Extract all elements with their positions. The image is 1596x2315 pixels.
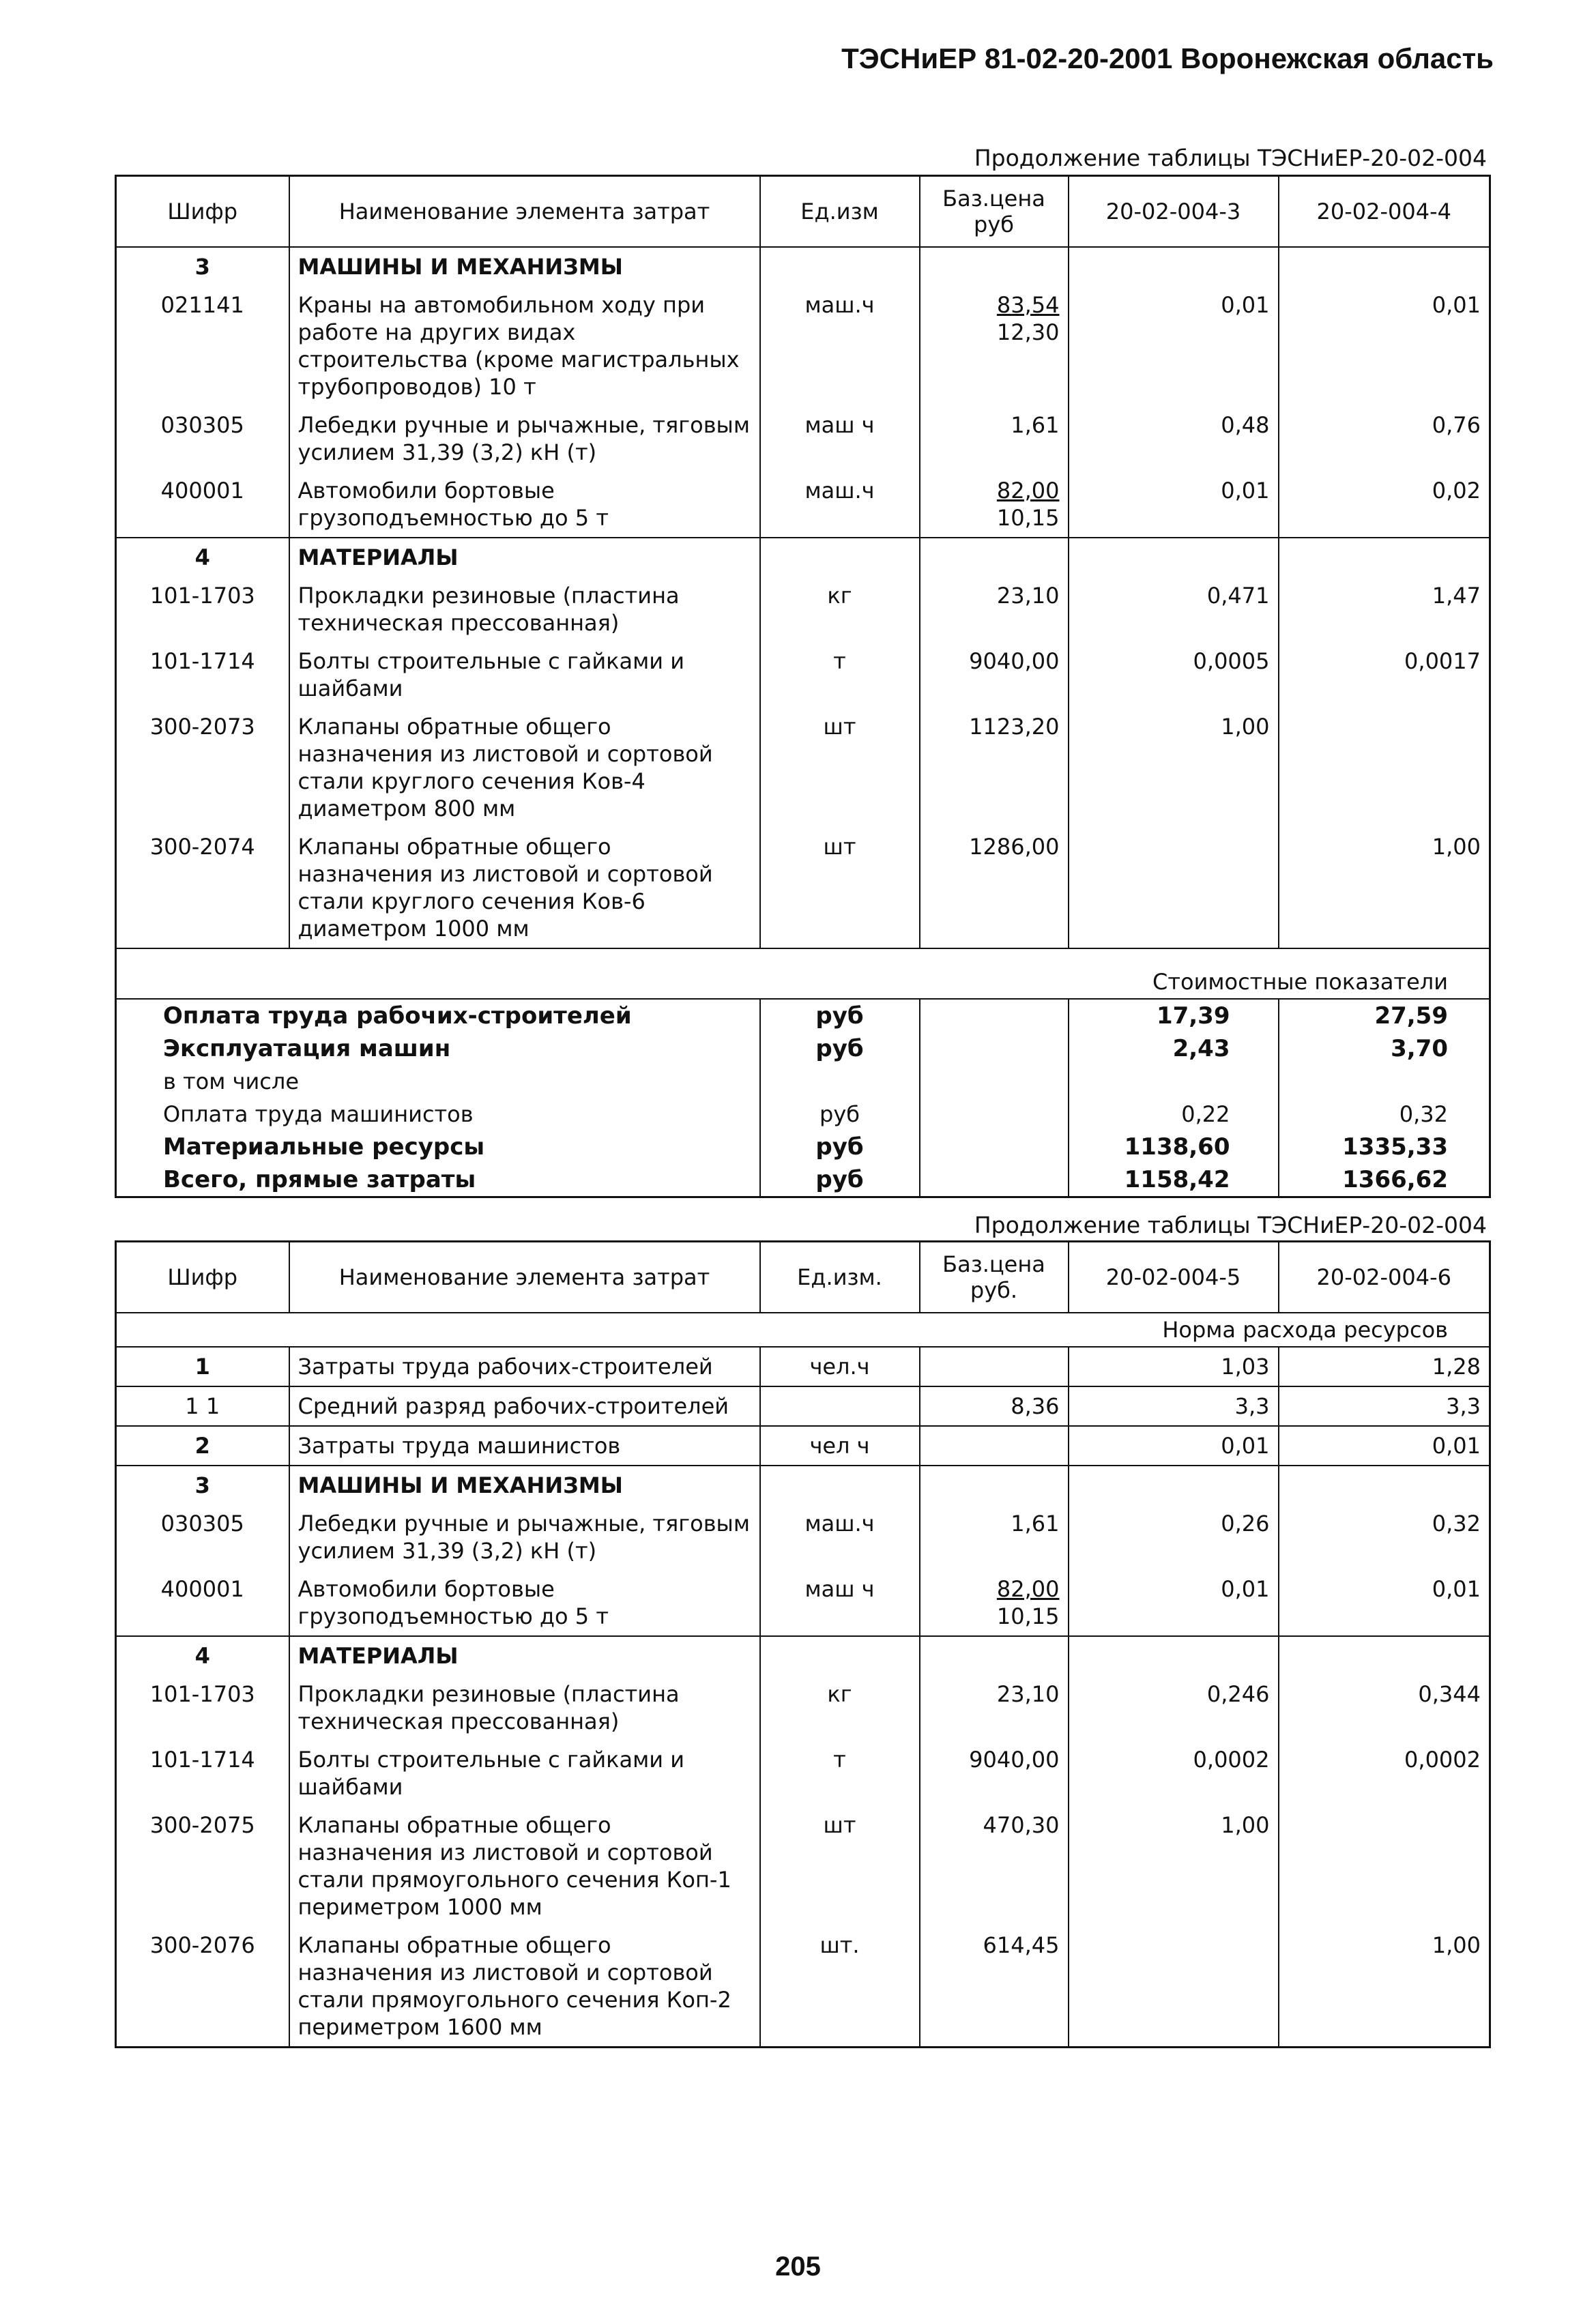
empty-cell	[1279, 538, 1490, 577]
norm-value-cell: 0,0002	[1069, 1741, 1279, 1806]
norm-value-cell: 1,00	[1432, 1932, 1481, 1958]
summary-label: Оплата труда машинистов	[116, 1098, 760, 1131]
resource-table-2	[115, 1240, 1491, 2048]
table1-caption: Продолжение таблицы ТЭСНиЕР-20-02-004	[974, 145, 1487, 171]
summary-row	[116, 1032, 1490, 1065]
unit-cell: шт.	[760, 1926, 920, 2048]
section-code: 3	[116, 1466, 289, 1504]
name-cell: Лебедки ручные и рычажные, тяговым усилием 31,39 (3,2) кН (т)	[289, 1504, 760, 1570]
name-cell: Клапаны обратные общего назначения из листовой и сортовой стали круглого сечения Ков-4 диаметром 800 мм	[289, 708, 760, 828]
col-header-name: Наименование элемента затрат	[289, 176, 760, 248]
price-cell	[920, 1347, 1069, 1386]
empty-cell	[760, 247, 920, 286]
document-header: ТЭСНиЕР 81-02-20-2001 Воронежская область	[841, 42, 1494, 74]
summary-value: 1138,60	[1069, 1131, 1279, 1163]
summary-row	[116, 1065, 1490, 1098]
norm-value-cell: 0,01	[1069, 471, 1279, 538]
summary-value: 1158,42	[1069, 1163, 1279, 1197]
col-header-norm-6: 20-02-004-6	[1279, 1242, 1490, 1313]
unit-cell: т	[760, 642, 920, 708]
norm-value-cell: 3,3	[1069, 1386, 1279, 1426]
summary-unit: руб	[760, 999, 920, 1032]
price-denominator: 12,30	[996, 319, 1060, 345]
summary-unit: руб	[760, 1098, 920, 1131]
section-title: МАТЕРИАЛЫ	[289, 1636, 760, 1675]
norm-value-cell: 1,28	[1279, 1347, 1490, 1386]
unit-cell: маш.ч	[760, 1504, 920, 1570]
col-header-norm-5: 20-02-004-5	[1069, 1242, 1279, 1313]
unit-cell: маш.ч	[760, 286, 920, 406]
price-cell: 1,61	[920, 406, 1069, 471]
cost-band-row	[116, 948, 1490, 999]
price-cell: 23,10	[920, 1675, 1069, 1741]
unit-cell: кг	[760, 1675, 920, 1741]
empty-cell	[920, 1163, 1069, 1197]
summary-label: Оплата труда рабочих-строителей	[116, 999, 760, 1032]
price-fraction	[997, 291, 1060, 346]
norm-value-cell: 0,471	[1069, 577, 1279, 642]
norm-value-cell: 1,00	[1432, 834, 1481, 860]
norm-value-cell	[1069, 828, 1279, 948]
code-cell: 030305	[116, 1504, 289, 1570]
section-row	[116, 1466, 1490, 1504]
price-numerator: 82,00	[996, 478, 1060, 504]
empty-cell	[920, 1636, 1069, 1675]
norm-band-label: Норма расхода ресурсов	[116, 1313, 1490, 1347]
summary-unit: руб	[760, 1131, 920, 1163]
summary-value: 0,32	[1399, 1101, 1448, 1127]
col-header-norm-4: 20-02-004-4	[1279, 176, 1490, 248]
unit-cell: маш ч	[760, 406, 920, 471]
name-cell: Клапаны обратные общего назначения из листовой и сортовой стали круглого сечения Ков-6 диаметром 1000 мм	[289, 828, 760, 948]
empty-cell	[760, 538, 920, 577]
name-cell: Затраты труда рабочих-строителей	[289, 1347, 760, 1386]
norm-value-cell: 0,246	[1069, 1675, 1279, 1741]
price-cell: 23,10	[920, 577, 1069, 642]
norm-value-cell: 0,01	[1069, 286, 1279, 406]
summary-value: 0,22	[1069, 1098, 1279, 1131]
summary-value	[1279, 1065, 1490, 1098]
section-title: МАШИНЫ И МЕХАНИЗМЫ	[289, 1466, 760, 1504]
name-cell: Клапаны обратные общего назначения из листовой и сортовой стали прямоугольного сечения Коп-1 периметром 1000 мм	[289, 1806, 760, 1926]
resource-table-1	[115, 175, 1491, 1198]
code-cell: 021141	[116, 286, 289, 406]
price-cell: 1123,20	[920, 708, 1069, 828]
name-cell: Автомобили бортовые грузоподъемностью до 5 т	[289, 471, 760, 538]
price-cell	[920, 471, 1069, 538]
code-cell: 2	[116, 1426, 289, 1466]
price-cell: 1,61	[920, 1504, 1069, 1570]
code-cell: 1	[116, 1347, 289, 1386]
price-cell: 9040,00	[920, 1741, 1069, 1806]
code-cell: 300-2073	[116, 708, 289, 828]
summary-row	[116, 1131, 1490, 1163]
unit-cell	[760, 1386, 920, 1426]
unit-cell: маш ч	[760, 1570, 920, 1636]
empty-cell	[920, 1131, 1069, 1163]
code-cell: 300-2076	[116, 1926, 289, 2048]
summary-value: 27,59	[1374, 1002, 1448, 1030]
summary-value: 17,39	[1069, 999, 1279, 1032]
section-code: 4	[116, 1636, 289, 1675]
price-cell	[920, 286, 1069, 406]
name-cell: Клапаны обратные общего назначения из листовой и сортовой стали прямоугольного сечения Коп-2 периметром 1600 мм	[289, 1926, 760, 2048]
code-cell: 300-2075	[116, 1806, 289, 1926]
norm-value-cell: 0,01	[1069, 1426, 1279, 1466]
col-header-unit: Ед.изм	[760, 176, 920, 248]
section-row	[116, 538, 1490, 577]
price-denominator: 10,15	[996, 1603, 1060, 1629]
unit-cell: шт	[760, 708, 920, 828]
empty-cell	[1069, 1636, 1279, 1675]
norm-value-cell: 3,3	[1279, 1386, 1490, 1426]
name-cell: Автомобили бортовые грузоподъемностью до 5 т	[289, 1570, 760, 1636]
norm-value-cell: 0,32	[1432, 1511, 1481, 1537]
summary-value: 1335,33	[1342, 1133, 1448, 1161]
empty-cell	[1069, 1466, 1279, 1504]
price-cell: 1286,00	[920, 828, 1069, 948]
name-cell: Средний разряд рабочих-строителей	[289, 1386, 760, 1426]
price-cell: 614,45	[920, 1926, 1069, 2048]
code-cell: 1 1	[116, 1386, 289, 1426]
table-row	[116, 577, 1490, 642]
cost-band-label: Стоимостные показатели	[116, 948, 1490, 999]
price-numerator: 83,54	[996, 292, 1060, 318]
name-cell: Лебедки ручные и рычажные, тяговым усилием 31,39 (3,2) кН (т)	[289, 406, 760, 471]
summary-row	[116, 1163, 1490, 1197]
table-row	[116, 1426, 1490, 1466]
summary-unit: руб	[760, 1032, 920, 1065]
summary-value: 2,43	[1069, 1032, 1279, 1065]
name-cell: Краны на автомобильном ходу при работе на других видах строительства (кроме магистральных трубопроводов) 10 т	[289, 286, 760, 406]
norm-value-cell: 0,48	[1069, 406, 1279, 471]
summary-label: в том числе	[116, 1065, 760, 1098]
price-fraction	[997, 477, 1060, 532]
norm-band-row	[116, 1313, 1490, 1347]
price-cell: 8,36	[920, 1386, 1069, 1426]
table-row	[116, 642, 1490, 708]
unit-cell: кг	[760, 577, 920, 642]
code-cell: 101-1703	[116, 577, 289, 642]
table-row	[116, 828, 1490, 948]
table-row	[116, 471, 1490, 538]
unit-cell: чел.ч	[760, 1347, 920, 1386]
norm-value-cell: 1,03	[1069, 1347, 1279, 1386]
norm-value-cell: 0,76	[1432, 412, 1481, 438]
norm-value-cell: 0,02	[1432, 478, 1481, 504]
norm-value-cell: 0,01	[1432, 292, 1481, 318]
col-header-norm-3: 20-02-004-3	[1069, 176, 1279, 248]
summary-row	[116, 999, 1490, 1032]
table2-header-row	[116, 1242, 1490, 1313]
empty-cell	[920, 999, 1069, 1032]
code-cell: 300-2074	[116, 828, 289, 948]
norm-value-cell: 0,01	[1432, 1576, 1481, 1602]
empty-cell	[1279, 1466, 1490, 1504]
name-cell: Болты строительные с гайками и шайбами	[289, 1741, 760, 1806]
empty-cell	[1279, 247, 1490, 286]
norm-value-cell: 1,00	[1069, 1806, 1279, 1926]
unit-cell: чел ч	[760, 1426, 920, 1466]
code-cell: 400001	[116, 1570, 289, 1636]
summary-value	[1069, 1065, 1279, 1098]
code-cell: 101-1703	[116, 1675, 289, 1741]
unit-cell: маш.ч	[760, 471, 920, 538]
page-number: 205	[775, 2252, 821, 2282]
table2-caption: Продолжение таблицы ТЭСНиЕР-20-02-004	[974, 1212, 1487, 1238]
empty-cell	[920, 1466, 1069, 1504]
code-cell: 101-1714	[116, 1741, 289, 1806]
table-row	[116, 1675, 1490, 1741]
name-cell: Прокладки резиновые (пластина техническая прессованная)	[289, 577, 760, 642]
empty-cell	[920, 1065, 1069, 1098]
name-cell: Болты строительные с гайками и шайбами	[289, 642, 760, 708]
empty-cell	[760, 1636, 920, 1675]
empty-cell	[920, 1032, 1069, 1065]
price-cell	[920, 1570, 1069, 1636]
table-row	[116, 1347, 1490, 1386]
norm-value-cell: 0,0005	[1069, 642, 1279, 708]
table-row	[116, 1926, 1490, 2048]
section-row	[116, 1636, 1490, 1675]
norm-value-cell: 0,01	[1279, 1426, 1490, 1466]
unit-cell: шт	[760, 828, 920, 948]
table-row	[116, 1570, 1490, 1636]
code-cell: 030305	[116, 406, 289, 471]
table-row	[116, 406, 1490, 471]
summary-unit: руб	[760, 1163, 920, 1197]
norm-value-cell: 0,0017	[1404, 648, 1481, 674]
empty-cell	[1279, 1636, 1490, 1675]
empty-cell	[760, 1466, 920, 1504]
norm-value-cell	[1279, 708, 1490, 828]
table-row	[116, 286, 1490, 406]
empty-cell	[1069, 247, 1279, 286]
table-row	[116, 1386, 1490, 1426]
col-header-unit: Ед.изм.	[760, 1242, 920, 1313]
norm-value-cell: 0,0002	[1404, 1747, 1481, 1773]
table-row	[116, 1806, 1490, 1926]
summary-label: Эксплуатация машин	[116, 1032, 760, 1065]
summary-label: Всего, прямые затраты	[116, 1163, 760, 1197]
summary-row	[116, 1098, 1490, 1131]
section-code: 3	[116, 247, 289, 286]
norm-value-cell: 1,00	[1069, 708, 1279, 828]
summary-value: 1366,62	[1342, 1166, 1448, 1193]
table-row	[116, 708, 1490, 828]
unit-cell: шт	[760, 1806, 920, 1926]
price-fraction	[997, 1575, 1060, 1630]
empty-cell	[1069, 538, 1279, 577]
col-header-name: Наименование элемента затрат	[289, 1242, 760, 1313]
norm-value-cell: 0,01	[1069, 1570, 1279, 1636]
norm-value-cell: 0,344	[1418, 1681, 1481, 1707]
col-header-code: Шифр	[116, 176, 289, 248]
summary-unit	[760, 1065, 920, 1098]
section-title: МАТЕРИАЛЫ	[289, 538, 760, 577]
col-header-code: Шифр	[116, 1242, 289, 1313]
table-row	[116, 1741, 1490, 1806]
price-numerator: 82,00	[996, 1576, 1060, 1602]
table1-header-row	[116, 176, 1490, 248]
col-header-price: Баз.цена руб	[920, 176, 1069, 248]
code-cell: 400001	[116, 471, 289, 538]
table-row	[116, 1504, 1490, 1570]
norm-value-cell	[1069, 1926, 1279, 2048]
col-header-price: Баз.цена руб.	[920, 1242, 1069, 1313]
code-cell: 101-1714	[116, 642, 289, 708]
empty-cell	[920, 247, 1069, 286]
price-cell: 9040,00	[920, 642, 1069, 708]
section-row	[116, 247, 1490, 286]
price-cell: 470,30	[920, 1806, 1069, 1926]
norm-value-cell: 0,26	[1069, 1504, 1279, 1570]
section-title: МАШИНЫ И МЕХАНИЗМЫ	[289, 247, 760, 286]
name-cell: Затраты труда машинистов	[289, 1426, 760, 1466]
norm-value-cell	[1279, 1806, 1490, 1926]
norm-value-cell: 1,47	[1432, 583, 1481, 609]
name-cell: Прокладки резиновые (пластина техническая прессованная)	[289, 1675, 760, 1741]
unit-cell: т	[760, 1741, 920, 1806]
empty-cell	[920, 538, 1069, 577]
summary-label: Материальные ресурсы	[116, 1131, 760, 1163]
summary-value: 3,70	[1391, 1035, 1448, 1062]
price-cell	[920, 1426, 1069, 1466]
price-denominator: 10,15	[996, 505, 1060, 531]
section-code: 4	[116, 538, 289, 577]
empty-cell	[920, 1098, 1069, 1131]
